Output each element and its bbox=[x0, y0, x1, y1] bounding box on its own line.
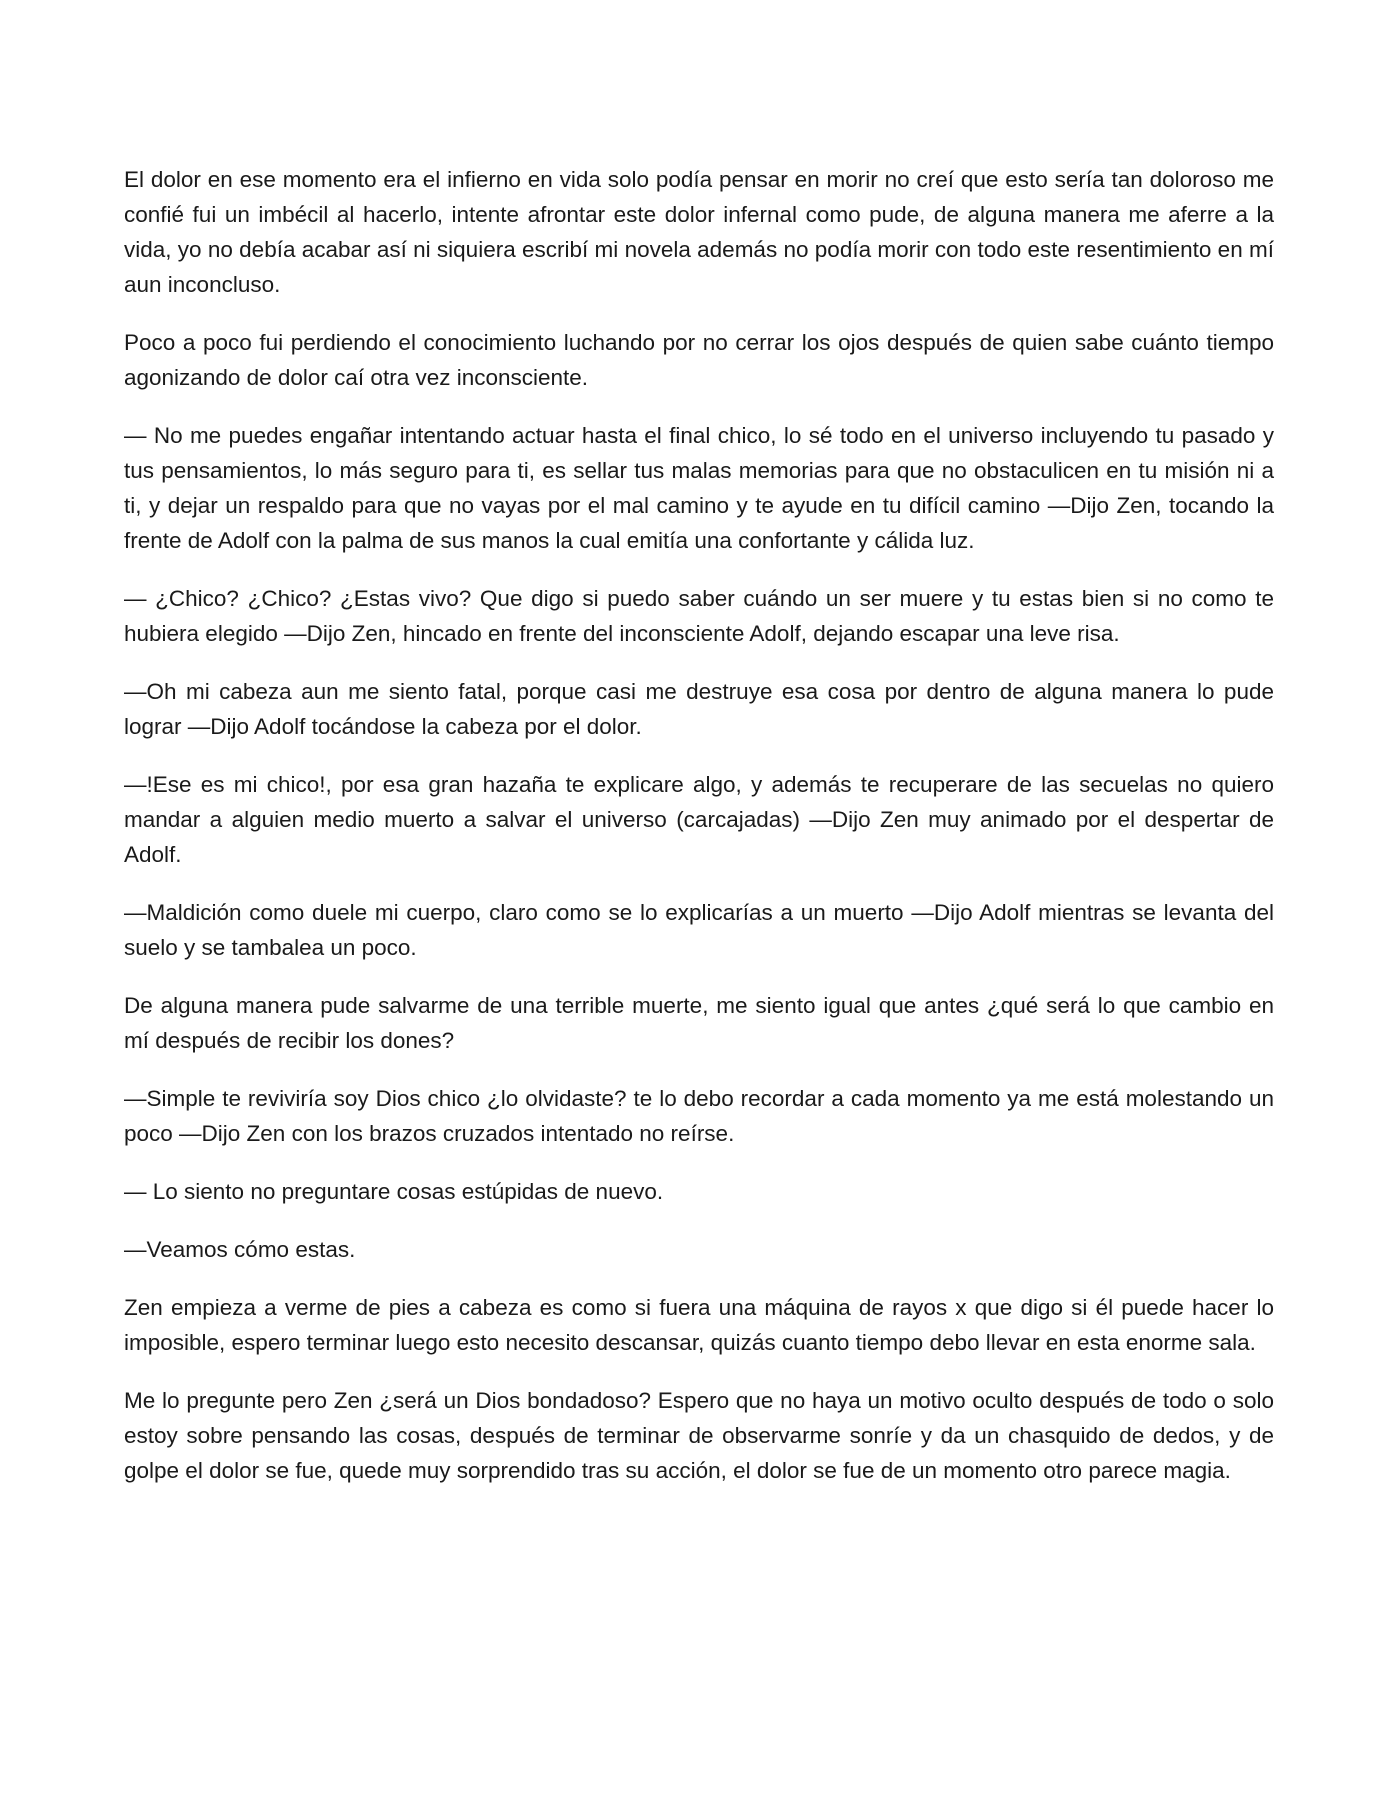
paragraph-2: Poco a poco fui perdiendo el conocimiento luchando por no cerrar los ojos después de quien sabe cuánto tiempo agonizando de dolor caí otra vez inconsciente. bbox=[124, 330, 1274, 390]
paragraph-3: — No me puedes engañar intentando actuar hasta el final chico, lo sé todo en el universo incluyendo tu pasado y tus pensamientos, lo más seguro para ti, es sellar tus malas memorias para que no obstaculicen en tu misión ni a ti, y dejar un respaldo para que no vayas por el mal camino y te ayude en tu difícil camino —Dijo Zen, tocando la frente de Adolf con la palma de sus manos la cual emitía una confortante y cálida luz. bbox=[124, 423, 1274, 553]
paragraph-8: De alguna manera pude salvarme de una terrible muerte, me siento igual que antes ¿qué será lo que cambio en mí después de recibir los dones? bbox=[124, 993, 1274, 1053]
paragraph-10: — Lo siento no preguntare cosas estúpidas de nuevo. bbox=[124, 1179, 664, 1204]
paragraph-7: —Maldición como duele mi cuerpo, claro como se lo explicarías a un muerto —Dijo Adolf mientras se levanta del suelo y se tambalea un poco. bbox=[124, 900, 1274, 960]
paragraph-9: —Simple te reviviría soy Dios chico ¿lo olvidaste? te lo debo recordar a cada momento ya me está molestando un poco —Dijo Zen con los brazos cruzados intentado no reírse. bbox=[124, 1086, 1274, 1146]
paragraph-5: —Oh mi cabeza aun me siento fatal, porque casi me destruye esa cosa por dentro de alguna manera lo pude lograr —Dijo Adolf tocándose la cabeza por el dolor. bbox=[124, 679, 1274, 739]
paragraph-13: Me lo pregunte pero Zen ¿será un Dios bondadoso? Espero que no haya un motivo oculto después de todo o solo estoy sobre pensando las cosas, después de terminar de observarme sonríe y da un chasquido de dedos, y de golpe el dolor se fue, quede muy sorprendido tras su acción, el dolor se fue de un momento otro parece magia. bbox=[124, 1388, 1274, 1483]
document-body bbox=[124, 162, 1274, 1511]
paragraph-6: —!Ese es mi chico!, por esa gran hazaña te explicare algo, y además te recuperare de las secuelas no quiero mandar a alguien medio muerto a salvar el universo (carcajadas) —Dijo Zen muy animado por el despertar de Adolf. bbox=[124, 772, 1274, 867]
paragraph-12: Zen empieza a verme de pies a cabeza es como si fuera una máquina de rayos x que digo si él puede hacer lo imposible, espero terminar luego esto necesito descansar, quizás cuanto tiempo debo llevar en esta enorme sala. bbox=[124, 1295, 1274, 1355]
paragraph-11: —Veamos cómo estas. bbox=[124, 1237, 356, 1262]
paragraph-4: — ¿Chico? ¿Chico? ¿Estas vivo? Que digo si puedo saber cuándo un ser muere y tu estas bien si no como te hubiera elegido —Dijo Zen, hincado en frente del inconsciente Adolf, dejando escapar una leve risa. bbox=[124, 586, 1274, 646]
paragraph-1: El dolor en ese momento era el infierno en vida solo podía pensar en morir no creí que esto sería tan doloroso me confié fui un imbécil al hacerlo, intente afrontar este dolor infernal como pude, de alguna manera me aferre a la vida, yo no debía acabar así ni siquiera escribí mi novela además no podía morir con todo este resentimiento en mí aun inconcluso. bbox=[124, 167, 1274, 297]
